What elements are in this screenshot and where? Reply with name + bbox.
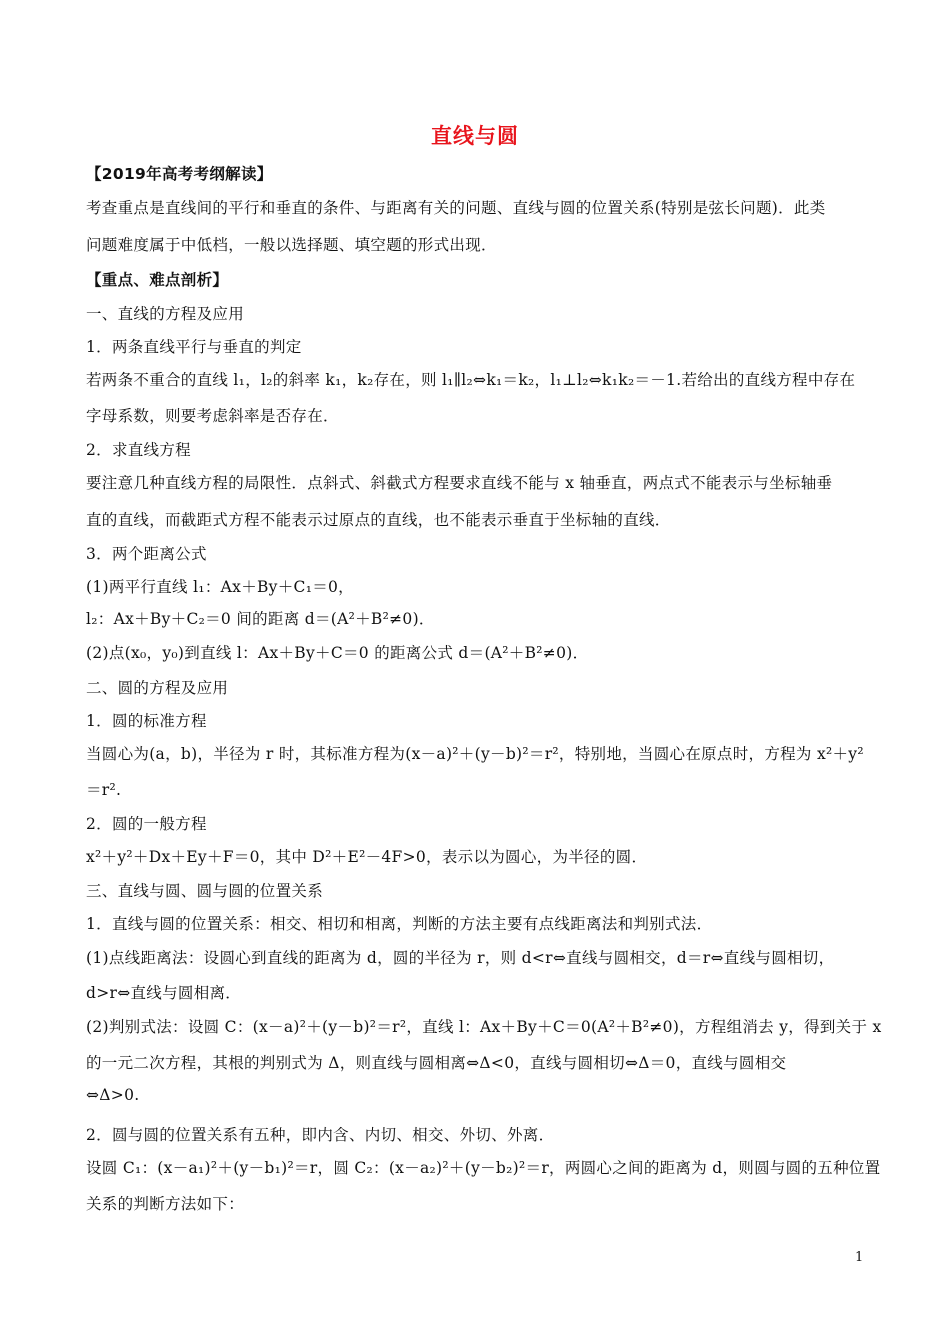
- section-heading-syllabus: 【2019年高考考纲解读】: [86, 165, 273, 183]
- text-line: (1)两平行直线 l₁：Ax＋By＋C₁＝0，: [86, 578, 354, 596]
- text-line: 1．圆的标准方程: [86, 712, 207, 730]
- text-line: l₂：Ax＋By＋C₂＝0 间的距离 d＝(A²＋B²≠0)．: [86, 610, 435, 628]
- text-line: 2．求直线方程: [86, 441, 191, 459]
- text-line: 要注意几种直线方程的局限性．点斜式、斜截式方程要求直线不能与 x 轴垂直，两点式不能表示与坐标轴垂: [86, 474, 833, 492]
- text-line: 二、圆的方程及应用: [86, 679, 229, 697]
- text-line: (1)点线距离法：设圆心到直线的距离为 d，圆的半径为 r，则 d<r⇔直线与圆相交，d＝r⇔直线与圆相切，: [86, 949, 835, 967]
- text-line: (2)点(x₀，y₀)到直线 l：Ax＋By＋C＝0 的距离公式 d＝(A²＋B²≠0)．: [86, 644, 589, 662]
- page-number: 1: [855, 1250, 864, 1265]
- text-line: 一、直线的方程及应用: [86, 305, 245, 323]
- section-heading-analysis: 【重点、难点剖析】: [86, 271, 229, 289]
- text-line: ＝r².: [86, 781, 122, 799]
- text-line: 三、直线与圆、圆与圆的位置关系: [86, 882, 324, 900]
- text-line: 1．直线与圆的位置关系：相交、相切和相离，判断的方法主要有点线距离法和判别式法．: [86, 915, 713, 933]
- text-line: ⇔Δ>0.: [86, 1086, 140, 1104]
- text-line: 关系的判断方法如下：: [86, 1195, 245, 1213]
- text-line: 2．圆的一般方程: [86, 815, 207, 833]
- text-line: x²＋y²＋Dx＋Ey＋F＝0，其中 D²＋E²－4F>0，表示以为圆心，为半径的圆．: [86, 848, 648, 866]
- text-line: 3．两个距离公式: [86, 545, 207, 563]
- text-line: 1．两条直线平行与垂直的判定: [86, 338, 302, 356]
- text-line: 字母系数，则要考虑斜率是否存在．: [86, 407, 339, 425]
- text-line: 的一元二次方程，其根的判别式为 Δ，则直线与圆相离⇔Δ<0，直线与圆相切⇔Δ＝0，直线与圆相交: [86, 1054, 787, 1072]
- page-title: 直线与圆: [431, 124, 519, 148]
- text-line: 若两条不重合的直线 l₁，l₂的斜率 k₁，k₂存在，则 l₁∥l₂⇔k₁＝k₂，l₁⊥l₂⇔k₁k₂＝－1.若给出的直线方程中存在: [86, 371, 856, 389]
- text-line: 直的直线，而截距式方程不能表示过原点的直线，也不能表示垂直于坐标轴的直线．: [86, 511, 671, 529]
- text-line: 考查重点是直线间的平行和垂直的条件、与距离有关的问题、直线与圆的位置关系(特别是弦长问题)．此类: [86, 199, 826, 217]
- text-line: d>r⇔直线与圆相离．: [86, 984, 242, 1002]
- text-line: 设圆 C₁：(x－a₁)²＋(y－b₁)²＝r，圆 C₂：(x－a₂)²＋(y－b₂)²＝r，两圆心之间的距离为 d，则圆与圆的五种位置: [86, 1159, 881, 1177]
- text-line: 当圆心为(a，b)，半径为 r 时，其标准方程为(x－a)²＋(y－b)²＝r²，特别地，当圆心在原点时，方程为 x²＋y²: [86, 745, 864, 763]
- text-line: 2．圆与圆的位置关系有五种，即内含、内切、相交、外切、外离．: [86, 1126, 555, 1144]
- text-line: 问题难度属于中低档，一般以选择题、填空题的形式出现．: [86, 236, 497, 254]
- text-line: (2)判别式法：设圆 C：(x－a)²＋(y－b)²＝r²，直线 l：Ax＋By＋C＝0(A²＋B²≠0)，方程组消去 y，得到关于 x: [86, 1018, 882, 1036]
